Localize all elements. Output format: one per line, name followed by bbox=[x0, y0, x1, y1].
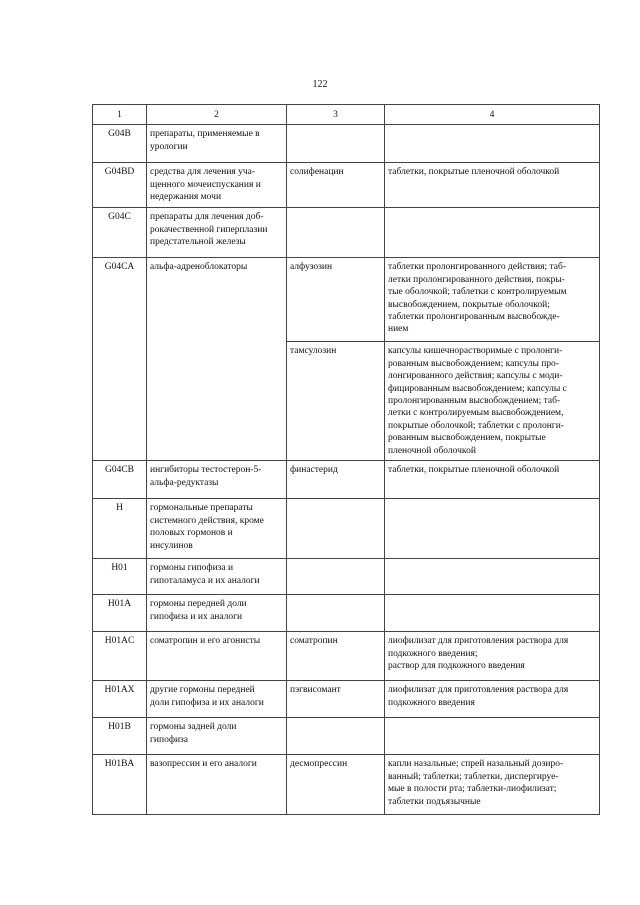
atc-code: H01BA bbox=[104, 759, 135, 770]
group-line: урологии bbox=[150, 141, 188, 152]
group-name-cell bbox=[147, 461, 287, 499]
atc-code: G04BD bbox=[104, 167, 135, 178]
group-name-cell bbox=[147, 125, 287, 163]
atc-code-cell bbox=[93, 499, 147, 559]
group-line: соматропин и его агонисты bbox=[150, 636, 261, 647]
group-line: альфа-редуктазы bbox=[150, 477, 219, 488]
group-line: гипоталамуса и их аналоги bbox=[150, 575, 260, 586]
drug-name-cell bbox=[287, 208, 385, 258]
dosage-form-cell bbox=[385, 258, 600, 342]
dosage-form-cell bbox=[385, 163, 600, 208]
group-line: доли гипофиза и их аналоги bbox=[150, 697, 264, 708]
dosage-form-cell bbox=[385, 595, 600, 632]
group-name-cell bbox=[147, 755, 287, 815]
group-line: другие гормоны передней bbox=[150, 685, 255, 696]
drug-name: солифенацин bbox=[290, 167, 344, 178]
drug-name-cell bbox=[287, 595, 385, 632]
group-line: гормональные препараты bbox=[150, 503, 253, 514]
group-line: половых гормонов и bbox=[150, 528, 233, 539]
form-line: раствор для подкожного введения bbox=[388, 661, 525, 672]
form-line: нием bbox=[388, 324, 409, 335]
dosage-form-cell bbox=[385, 499, 600, 559]
form-line: фицированным высвобождением; капсулы с bbox=[388, 383, 567, 394]
dosage-form-cell bbox=[385, 342, 600, 461]
atc-code-cell bbox=[93, 718, 147, 755]
table-row bbox=[93, 499, 600, 559]
atc-code-cell bbox=[93, 632, 147, 681]
atc-code-cell bbox=[93, 681, 147, 718]
group-line: ингибиторы тестостерон-5- bbox=[150, 465, 262, 476]
form-line: пленочной оболочкой bbox=[388, 445, 476, 456]
drug-name-cell bbox=[287, 681, 385, 718]
group-line: вазопрессин и его аналоги bbox=[150, 759, 257, 770]
drug-name-cell bbox=[287, 461, 385, 499]
atc-code: H01 bbox=[111, 563, 128, 574]
group-line: предстательной железы bbox=[150, 237, 246, 248]
group-name-cell bbox=[147, 258, 287, 461]
form-line: лиофилизат для приготовления раствора для bbox=[388, 685, 569, 696]
atc-code-cell bbox=[93, 258, 147, 461]
form-line: таблетки пролонгированным высвобожде- bbox=[388, 312, 560, 323]
atc-code-cell bbox=[93, 595, 147, 632]
group-name-cell bbox=[147, 595, 287, 632]
form-line: ванный; таблетки; таблетки, диспергируе- bbox=[388, 771, 559, 782]
form-line: подкожного введения bbox=[388, 697, 475, 708]
group-line: гормоны гипофиза и bbox=[150, 563, 234, 574]
group-name-cell bbox=[147, 632, 287, 681]
drug-name-cell bbox=[287, 163, 385, 208]
drug-name-cell bbox=[287, 499, 385, 559]
table-row bbox=[93, 258, 600, 342]
table-body bbox=[93, 125, 600, 815]
table-row bbox=[93, 595, 600, 632]
drug-name-cell bbox=[287, 559, 385, 595]
atc-code-cell bbox=[93, 125, 147, 163]
table-row bbox=[93, 681, 600, 718]
dosage-form-cell bbox=[385, 125, 600, 163]
form-line: мые в полости рта; таблетки-лиофилизат; bbox=[388, 784, 557, 795]
table-row bbox=[93, 559, 600, 595]
form-line: высвобождением, покрытые оболочкой; bbox=[388, 299, 550, 310]
table-row bbox=[93, 632, 600, 681]
group-name-cell bbox=[147, 681, 287, 718]
dosage-form-cell bbox=[385, 208, 600, 258]
atc-code-cell bbox=[93, 208, 147, 258]
group-line: препараты, применяемые в bbox=[150, 129, 260, 140]
table-row bbox=[93, 755, 600, 815]
form-line: капли назальные; спрей назальный дозиро- bbox=[388, 759, 564, 770]
atc-code: G04CA bbox=[104, 262, 135, 273]
form-line: лонгированного действия; капсулы с моди- bbox=[388, 371, 563, 382]
form-line: подкожного введения; bbox=[388, 648, 478, 659]
form-line: рованным высвобождением, покрытые bbox=[388, 433, 546, 444]
drug-name-cell bbox=[287, 125, 385, 163]
group-line: гормоны задней доли bbox=[150, 722, 237, 733]
drug-name-cell bbox=[287, 342, 385, 461]
group-line: системного действия, кроме bbox=[150, 515, 264, 526]
drug-name-cell bbox=[287, 258, 385, 342]
drug-name: пэгвисомант bbox=[290, 685, 341, 696]
atc-code-cell bbox=[93, 559, 147, 595]
table-header-row bbox=[93, 105, 600, 125]
atc-drug-table bbox=[92, 104, 600, 815]
form-line: капсулы кишечнорастворимые с пролонги- bbox=[388, 346, 563, 357]
form-line: покрытые оболочкой; таблетки с пролонги- bbox=[388, 420, 564, 431]
atc-code: G04C bbox=[108, 212, 131, 223]
atc-code-cell bbox=[93, 163, 147, 208]
form-line: таблетки подъязычные bbox=[388, 796, 481, 807]
atc-code-cell bbox=[93, 461, 147, 499]
table-row bbox=[93, 718, 600, 755]
group-name-cell bbox=[147, 559, 287, 595]
form-line: таблетки, покрытые пленочной оболочкой bbox=[388, 465, 560, 476]
group-line: гормоны передней доли bbox=[150, 599, 247, 610]
group-line: щенного мочеиспускания и bbox=[150, 179, 261, 190]
atc-code: G04CB bbox=[104, 465, 135, 476]
group-line: рокачественной гиперплазии bbox=[150, 224, 268, 235]
drug-name-cell bbox=[287, 718, 385, 755]
group-name-cell bbox=[147, 163, 287, 208]
header-col-3: 3 bbox=[287, 105, 385, 125]
form-line: пролонгированным высвобождением; таб- bbox=[388, 396, 561, 407]
group-line: альфа-адреноблокаторы bbox=[150, 262, 248, 273]
atc-code: H01B bbox=[108, 722, 131, 733]
form-line: летки с контролируемым высвобождением, bbox=[388, 408, 564, 419]
drug-name: финастерид bbox=[290, 465, 338, 476]
dosage-form-cell bbox=[385, 632, 600, 681]
group-line: препараты для лечения доб- bbox=[150, 212, 264, 223]
group-name-cell bbox=[147, 718, 287, 755]
table-row bbox=[93, 125, 600, 163]
form-line: таблетки, покрытые пленочной оболочкой bbox=[388, 167, 560, 178]
group-name-cell bbox=[147, 208, 287, 258]
drug-name: соматропин bbox=[290, 636, 338, 647]
atc-code: H bbox=[116, 503, 123, 514]
group-line: недержания мочи bbox=[150, 192, 222, 203]
group-name-cell bbox=[147, 499, 287, 559]
form-line: таблетки пролонгированного действия; таб- bbox=[388, 262, 566, 273]
dosage-form-cell bbox=[385, 718, 600, 755]
group-line: гипофиза и их аналоги bbox=[150, 611, 243, 622]
table-row bbox=[93, 208, 600, 258]
table-row bbox=[93, 461, 600, 499]
atc-code: H01A bbox=[107, 599, 132, 610]
dosage-form-cell bbox=[385, 559, 600, 595]
drug-name: десмопрессин bbox=[290, 759, 348, 770]
dosage-form-cell bbox=[385, 461, 600, 499]
group-line: гипофиза bbox=[150, 734, 189, 745]
dosage-form-cell bbox=[385, 755, 600, 815]
atc-code: H01AX bbox=[104, 685, 135, 696]
page-number: 122 bbox=[312, 79, 328, 90]
form-line: рованным высвобождением; капсулы про- bbox=[388, 358, 559, 369]
group-line: инсулинов bbox=[150, 540, 193, 551]
drug-name-cell bbox=[287, 755, 385, 815]
form-line: тые оболочкой; таблетки с контролируемым bbox=[388, 287, 567, 298]
drug-name: тамсулозин bbox=[290, 346, 337, 357]
atc-code: H01AC bbox=[104, 636, 135, 647]
atc-code: G04B bbox=[108, 129, 131, 140]
drug-name-cell bbox=[287, 632, 385, 681]
drug-name: алфузозин bbox=[290, 262, 333, 273]
group-line: средства для лечения уча- bbox=[150, 167, 256, 178]
atc-code-cell bbox=[93, 755, 147, 815]
form-line: летки пролонгированного действия, покры- bbox=[388, 274, 565, 285]
header-col-1: 1 bbox=[93, 105, 147, 125]
form-line: лиофилизат для приготовления раствора для bbox=[388, 636, 569, 647]
header-col-2: 2 bbox=[147, 105, 287, 125]
header-col-4: 4 bbox=[385, 105, 600, 125]
dosage-form-cell bbox=[385, 681, 600, 718]
table-row bbox=[93, 163, 600, 208]
